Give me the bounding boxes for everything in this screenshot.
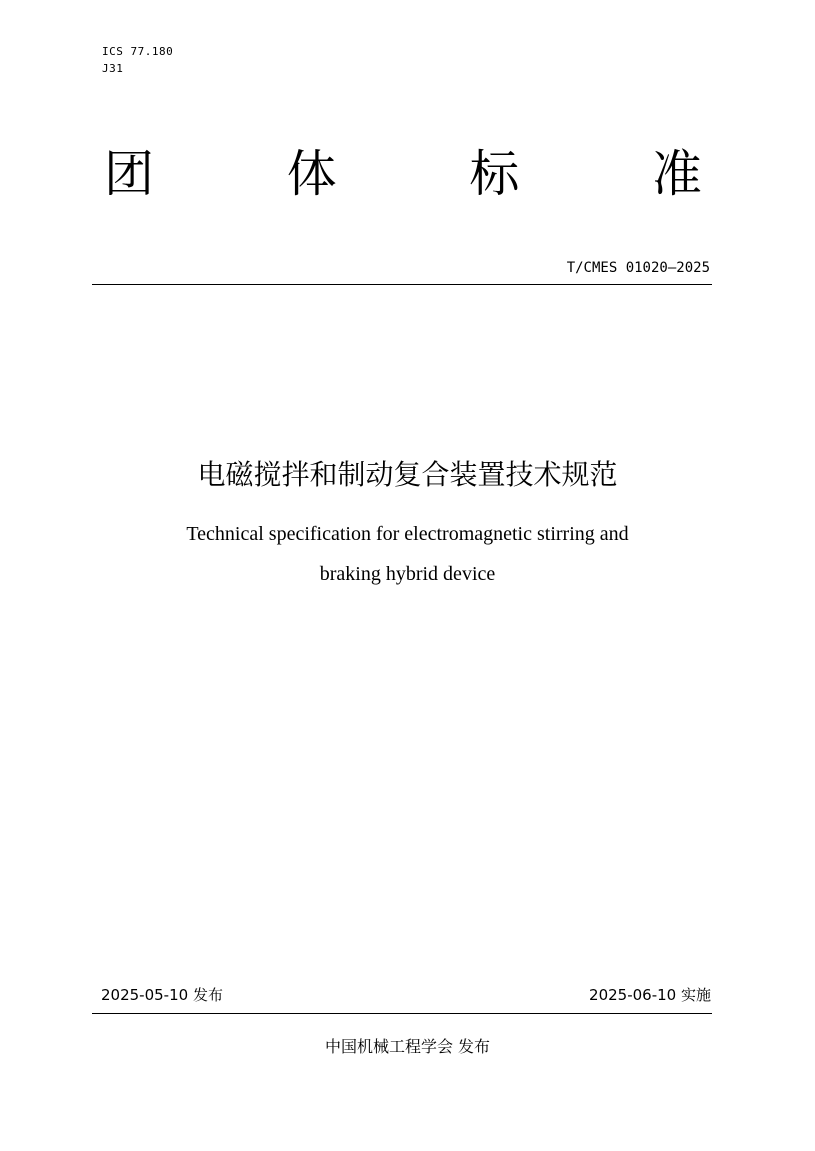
standard-number: T/CMES 01020—2025: [566, 260, 710, 276]
standard-type-char: 标: [469, 145, 520, 203]
publisher: 中国机械工程学会 发布: [324, 1037, 491, 1056]
ics-code: ICS 77.180: [102, 45, 174, 58]
classification-code: J31: [102, 62, 124, 75]
bottom-divider: [92, 1013, 712, 1014]
standard-type-char: 体: [286, 145, 337, 203]
standard-type-char: 准: [651, 145, 702, 203]
standard-type-heading: [104, 144, 702, 204]
issue-date: 2025-05-10 发布: [101, 986, 223, 1004]
top-divider: [92, 284, 712, 285]
title-chinese: 电磁搅拌和制动复合装置技术规范: [197, 458, 618, 491]
implementation-date: 2025-06-10 实施: [589, 986, 711, 1004]
title-english: [80, 514, 735, 594]
title-english-line: braking hybrid device: [319, 563, 496, 585]
title-english-line: Technical specification for electromagnetic stirring and: [186, 523, 629, 545]
standard-type-char: 团: [104, 145, 154, 203]
